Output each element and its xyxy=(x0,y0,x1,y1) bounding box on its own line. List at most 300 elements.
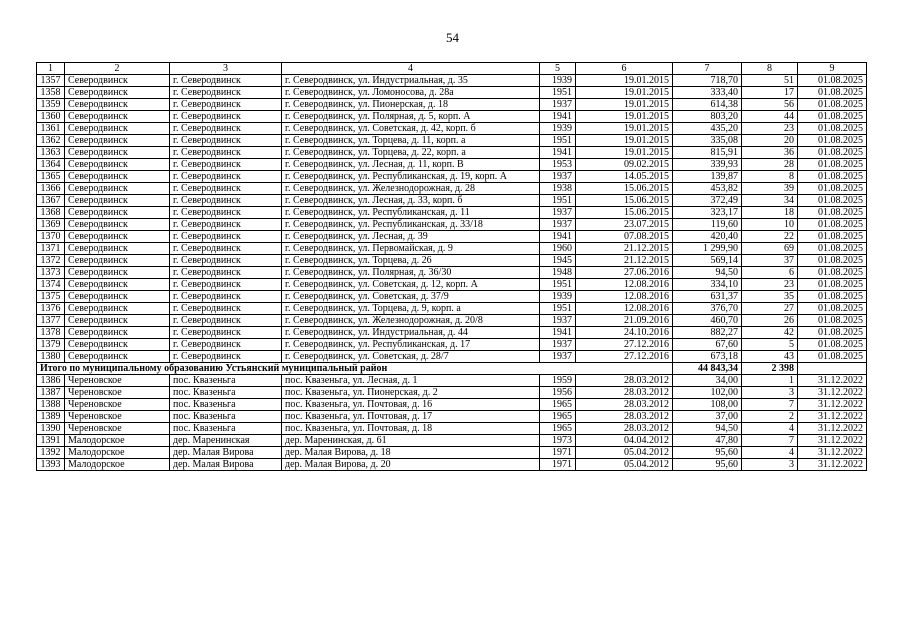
cell-deadline: 01.08.2025 xyxy=(798,303,867,315)
column-header: 2 xyxy=(65,63,170,75)
cell-recognition-date: 19.01.2015 xyxy=(576,111,673,123)
cell-residents: 2 xyxy=(742,411,798,423)
cell-settlement: г. Северодвинск xyxy=(170,75,282,87)
cell-deadline: 31.12.2022 xyxy=(798,459,867,471)
cell-settlement: пос. Квазеньга xyxy=(170,423,282,435)
column-header: 5 xyxy=(540,63,576,75)
table-row xyxy=(37,75,867,87)
cell-row-number: 1363 xyxy=(37,147,65,159)
cell-row-number: 1387 xyxy=(37,387,65,399)
cell-recognition-date: 09.02.2015 xyxy=(576,159,673,171)
cell-row-number: 1362 xyxy=(37,135,65,147)
cell-build-year: 1937 xyxy=(540,339,576,351)
cell-recognition-date: 05.04.2012 xyxy=(576,459,673,471)
table-row xyxy=(37,171,867,183)
cell-settlement: пос. Квазеньга xyxy=(170,399,282,411)
cell-address: г. Северодвинск, ул. Индустриальная, д. 35 xyxy=(282,75,540,87)
cell-settlement: г. Северодвинск xyxy=(170,303,282,315)
cell-row-number: 1392 xyxy=(37,447,65,459)
cell-settlement: г. Северодвинск xyxy=(170,123,282,135)
cell-recognition-date: 19.01.2015 xyxy=(576,87,673,99)
cell-deadline: 01.08.2025 xyxy=(798,339,867,351)
cell-area: 119,60 xyxy=(673,219,742,231)
cell-deadline: 31.12.2022 xyxy=(798,375,867,387)
cell-deadline: 01.08.2025 xyxy=(798,75,867,87)
table-row xyxy=(37,87,867,99)
cell-residents: 4 xyxy=(742,423,798,435)
cell-settlement: г. Северодвинск xyxy=(170,267,282,279)
table-row xyxy=(37,315,867,327)
cell-area: 614,38 xyxy=(673,99,742,111)
cell-area: 372,49 xyxy=(673,195,742,207)
cell-deadline: 01.08.2025 xyxy=(798,159,867,171)
cell-address: пос. Квазеньга, ул. Лесная, д. 1 xyxy=(282,375,540,387)
table-row xyxy=(37,255,867,267)
cell-recognition-date: 19.01.2015 xyxy=(576,147,673,159)
cell-recognition-date: 15.06.2015 xyxy=(576,207,673,219)
cell-build-year: 1971 xyxy=(540,447,576,459)
cell-deadline: 01.08.2025 xyxy=(798,279,867,291)
cell-residents: 26 xyxy=(742,315,798,327)
cell-build-year: 1945 xyxy=(540,255,576,267)
cell-area: 108,00 xyxy=(673,399,742,411)
cell-address: пос. Квазеньга, ул. Почтовая, д. 17 xyxy=(282,411,540,423)
table-row xyxy=(37,219,867,231)
table-row xyxy=(37,183,867,195)
column-header: 3 xyxy=(170,63,282,75)
table-row xyxy=(37,447,867,459)
cell-deadline: 31.12.2022 xyxy=(798,387,867,399)
cell-settlement: г. Северодвинск xyxy=(170,243,282,255)
cell-build-year: 1939 xyxy=(540,291,576,303)
cell-build-year: 1941 xyxy=(540,231,576,243)
cell-settlement: г. Северодвинск xyxy=(170,135,282,147)
total-area: 44 843,34 xyxy=(673,363,742,375)
page-number: 54 xyxy=(446,30,459,45)
cell-deadline: 01.08.2025 xyxy=(798,87,867,99)
cell-recognition-date: 21.09.2016 xyxy=(576,315,673,327)
cell-residents: 69 xyxy=(742,243,798,255)
table-row xyxy=(37,159,867,171)
cell-deadline: 01.08.2025 xyxy=(798,351,867,363)
cell-municipality: Северодвинск xyxy=(65,303,170,315)
cell-settlement: г. Северодвинск xyxy=(170,159,282,171)
cell-deadline: 01.08.2025 xyxy=(798,183,867,195)
cell-address: г. Северодвинск, ул. Республиканская, д. 33/18 xyxy=(282,219,540,231)
table-row xyxy=(37,435,867,447)
cell-area: 94,50 xyxy=(673,267,742,279)
table-row xyxy=(37,411,867,423)
cell-row-number: 1376 xyxy=(37,303,65,315)
cell-build-year: 1965 xyxy=(540,411,576,423)
cell-recognition-date: 21.12.2015 xyxy=(576,255,673,267)
cell-settlement: г. Северодвинск xyxy=(170,99,282,111)
cell-deadline: 01.08.2025 xyxy=(798,327,867,339)
cell-address: г. Северодвинск, ул. Торцева, д. 11, корп. а xyxy=(282,135,540,147)
cell-build-year: 1937 xyxy=(540,315,576,327)
cell-row-number: 1379 xyxy=(37,339,65,351)
cell-settlement: г. Северодвинск xyxy=(170,195,282,207)
cell-area: 569,14 xyxy=(673,255,742,267)
cell-municipality: Малодорское xyxy=(65,435,170,447)
table-row xyxy=(37,351,867,363)
cell-area: 420,40 xyxy=(673,231,742,243)
cell-residents: 3 xyxy=(742,387,798,399)
cell-build-year: 1937 xyxy=(540,351,576,363)
cell-area: 631,37 xyxy=(673,291,742,303)
cell-residents: 43 xyxy=(742,351,798,363)
cell-area: 333,40 xyxy=(673,87,742,99)
cell-settlement: г. Северодвинск xyxy=(170,327,282,339)
cell-deadline: 01.08.2025 xyxy=(798,255,867,267)
cell-address: г. Северодвинск, ул. Лесная, д. 11, корп. В xyxy=(282,159,540,171)
cell-recognition-date: 15.06.2015 xyxy=(576,183,673,195)
cell-municipality: Северодвинск xyxy=(65,315,170,327)
column-number-row xyxy=(37,63,867,75)
cell-address: г. Северодвинск, ул. Ломоносова, д. 28а xyxy=(282,87,540,99)
cell-row-number: 1360 xyxy=(37,111,65,123)
cell-residents: 39 xyxy=(742,183,798,195)
cell-row-number: 1374 xyxy=(37,279,65,291)
cell-residents: 35 xyxy=(742,291,798,303)
column-header: 7 xyxy=(673,63,742,75)
cell-municipality: Череновское xyxy=(65,399,170,411)
cell-residents: 6 xyxy=(742,267,798,279)
cell-build-year: 1937 xyxy=(540,99,576,111)
cell-row-number: 1391 xyxy=(37,435,65,447)
cell-build-year: 1960 xyxy=(540,243,576,255)
cell-build-year: 1973 xyxy=(540,435,576,447)
cell-recognition-date: 19.01.2015 xyxy=(576,123,673,135)
cell-recognition-date: 15.06.2015 xyxy=(576,195,673,207)
cell-deadline: 01.08.2025 xyxy=(798,291,867,303)
cell-build-year: 1941 xyxy=(540,147,576,159)
cell-municipality: Северодвинск xyxy=(65,111,170,123)
cell-deadline: 31.12.2022 xyxy=(798,447,867,459)
table-row xyxy=(37,459,867,471)
cell-recognition-date: 27.12.2016 xyxy=(576,351,673,363)
cell-address: пос. Квазеньга, ул. Почтовая, д. 16 xyxy=(282,399,540,411)
table-row xyxy=(37,243,867,255)
column-header: 6 xyxy=(576,63,673,75)
cell-recognition-date: 21.12.2015 xyxy=(576,243,673,255)
cell-residents: 34 xyxy=(742,195,798,207)
cell-deadline: 31.12.2022 xyxy=(798,435,867,447)
cell-row-number: 1365 xyxy=(37,171,65,183)
cell-settlement: г. Северодвинск xyxy=(170,147,282,159)
cell-deadline: 01.08.2025 xyxy=(798,267,867,279)
cell-residents: 5 xyxy=(742,339,798,351)
cell-residents: 56 xyxy=(742,99,798,111)
cell-address: г. Северодвинск, ул. Индустриальная, д. 44 xyxy=(282,327,540,339)
cell-address: г. Северодвинск, ул. Советская, д. 12, корп. А xyxy=(282,279,540,291)
cell-row-number: 1366 xyxy=(37,183,65,195)
cell-row-number: 1369 xyxy=(37,219,65,231)
cell-row-number: 1389 xyxy=(37,411,65,423)
cell-address: г. Северодвинск, ул. Республиканская, д. 17 xyxy=(282,339,540,351)
cell-deadline: 01.08.2025 xyxy=(798,207,867,219)
column-header: 1 xyxy=(37,63,65,75)
cell-residents: 27 xyxy=(742,303,798,315)
cell-residents: 7 xyxy=(742,399,798,411)
cell-row-number: 1367 xyxy=(37,195,65,207)
cell-address: пос. Квазеньга, ул. Пионерская, д. 2 xyxy=(282,387,540,399)
cell-row-number: 1358 xyxy=(37,87,65,99)
cell-row-number: 1373 xyxy=(37,267,65,279)
cell-settlement: г. Северодвинск xyxy=(170,291,282,303)
cell-settlement: дер. Малая Вирова xyxy=(170,459,282,471)
cell-build-year: 1937 xyxy=(540,207,576,219)
cell-build-year: 1951 xyxy=(540,279,576,291)
cell-area: 95,60 xyxy=(673,447,742,459)
cell-deadline: 01.08.2025 xyxy=(798,243,867,255)
cell-municipality: Северодвинск xyxy=(65,159,170,171)
cell-row-number: 1390 xyxy=(37,423,65,435)
cell-build-year: 1941 xyxy=(540,111,576,123)
cell-municipality: Северодвинск xyxy=(65,339,170,351)
table-row xyxy=(37,375,867,387)
cell-deadline: 01.08.2025 xyxy=(798,99,867,111)
cell-area: 102,00 xyxy=(673,387,742,399)
cell-municipality: Северодвинск xyxy=(65,147,170,159)
cell-row-number: 1380 xyxy=(37,351,65,363)
cell-residents: 23 xyxy=(742,279,798,291)
cell-deadline: 01.08.2025 xyxy=(798,231,867,243)
cell-deadline: 31.12.2022 xyxy=(798,411,867,423)
cell-build-year: 1965 xyxy=(540,399,576,411)
column-header: 8 xyxy=(742,63,798,75)
cell-address: г. Северодвинск, ул. Полярная, д. 36/30 xyxy=(282,267,540,279)
cell-address: г. Северодвинск, ул. Советская, д. 37/9 xyxy=(282,291,540,303)
cell-row-number: 1359 xyxy=(37,99,65,111)
cell-settlement: г. Северодвинск xyxy=(170,87,282,99)
cell-address: г. Северодвинск, ул. Полярная, д. 5, корп. А xyxy=(282,111,540,123)
cell-address: г. Северодвинск, ул. Железнодорожная, д. 28 xyxy=(282,183,540,195)
housing-registry-table xyxy=(36,62,867,471)
cell-recognition-date: 28.03.2012 xyxy=(576,375,673,387)
cell-row-number: 1372 xyxy=(37,255,65,267)
cell-deadline: 01.08.2025 xyxy=(798,135,867,147)
cell-build-year: 1959 xyxy=(540,375,576,387)
cell-address: пос. Квазеньга, ул. Почтовая, д. 18 xyxy=(282,423,540,435)
cell-build-year: 1965 xyxy=(540,423,576,435)
cell-build-year: 1937 xyxy=(540,219,576,231)
cell-settlement: дер. Маренинская xyxy=(170,435,282,447)
cell-area: 94,50 xyxy=(673,423,742,435)
cell-row-number: 1357 xyxy=(37,75,65,87)
cell-settlement: пос. Квазеньга xyxy=(170,387,282,399)
cell-municipality: Череновское xyxy=(65,411,170,423)
cell-build-year: 1951 xyxy=(540,87,576,99)
total-empty xyxy=(798,363,867,375)
cell-build-year: 1956 xyxy=(540,387,576,399)
table-row xyxy=(37,423,867,435)
table-row xyxy=(37,327,867,339)
cell-deadline: 31.12.2022 xyxy=(798,423,867,435)
cell-municipality: Малодорское xyxy=(65,447,170,459)
cell-area: 334,10 xyxy=(673,279,742,291)
cell-row-number: 1364 xyxy=(37,159,65,171)
cell-recognition-date: 27.12.2016 xyxy=(576,339,673,351)
cell-municipality: Северодвинск xyxy=(65,87,170,99)
cell-row-number: 1368 xyxy=(37,207,65,219)
table-row xyxy=(37,123,867,135)
cell-address: г. Северодвинск, ул. Лесная, д. 33, корп. б xyxy=(282,195,540,207)
cell-municipality: Северодвинск xyxy=(65,267,170,279)
cell-residents: 1 xyxy=(742,375,798,387)
cell-settlement: г. Северодвинск xyxy=(170,351,282,363)
cell-area: 460,70 xyxy=(673,315,742,327)
cell-row-number: 1361 xyxy=(37,123,65,135)
cell-area: 47,80 xyxy=(673,435,742,447)
cell-deadline: 01.08.2025 xyxy=(798,171,867,183)
table-row xyxy=(37,99,867,111)
table-row xyxy=(37,399,867,411)
cell-address: дер. Малая Вирова, д. 18 xyxy=(282,447,540,459)
cell-recognition-date: 07.08.2015 xyxy=(576,231,673,243)
cell-area: 95,60 xyxy=(673,459,742,471)
cell-row-number: 1377 xyxy=(37,315,65,327)
cell-area: 376,70 xyxy=(673,303,742,315)
cell-municipality: Малодорское xyxy=(65,459,170,471)
cell-recognition-date: 19.01.2015 xyxy=(576,99,673,111)
cell-row-number: 1375 xyxy=(37,291,65,303)
cell-address: г. Северодвинск, ул. Торцева, д. 26 xyxy=(282,255,540,267)
cell-area: 882,27 xyxy=(673,327,742,339)
cell-municipality: Северодвинск xyxy=(65,279,170,291)
cell-recognition-date: 28.03.2012 xyxy=(576,399,673,411)
table-row xyxy=(37,147,867,159)
cell-settlement: г. Северодвинск xyxy=(170,339,282,351)
cell-build-year: 1937 xyxy=(540,171,576,183)
cell-municipality: Северодвинск xyxy=(65,183,170,195)
table-row xyxy=(37,111,867,123)
cell-area: 37,00 xyxy=(673,411,742,423)
cell-municipality: Череновское xyxy=(65,423,170,435)
cell-municipality: Северодвинск xyxy=(65,171,170,183)
cell-municipality: Северодвинск xyxy=(65,99,170,111)
cell-address: г. Северодвинск, ул. Первомайская, д. 9 xyxy=(282,243,540,255)
table-row xyxy=(37,339,867,351)
cell-deadline: 31.12.2022 xyxy=(798,399,867,411)
cell-address: г. Северодвинск, ул. Железнодорожная, д. 20/8 xyxy=(282,315,540,327)
cell-build-year: 1941 xyxy=(540,327,576,339)
cell-residents: 42 xyxy=(742,327,798,339)
table-row xyxy=(37,303,867,315)
cell-municipality: Северодвинск xyxy=(65,219,170,231)
cell-residents: 18 xyxy=(742,207,798,219)
cell-address: дер. Малая Вирова, д. 20 xyxy=(282,459,540,471)
cell-build-year: 1951 xyxy=(540,195,576,207)
cell-municipality: Северодвинск xyxy=(65,351,170,363)
cell-recognition-date: 19.01.2015 xyxy=(576,75,673,87)
cell-settlement: г. Северодвинск xyxy=(170,255,282,267)
cell-recognition-date: 12.08.2016 xyxy=(576,291,673,303)
cell-deadline: 01.08.2025 xyxy=(798,195,867,207)
cell-deadline: 01.08.2025 xyxy=(798,219,867,231)
cell-deadline: 01.08.2025 xyxy=(798,123,867,135)
cell-recognition-date: 27.06.2016 xyxy=(576,267,673,279)
cell-municipality: Череновское xyxy=(65,375,170,387)
cell-residents: 51 xyxy=(742,75,798,87)
cell-recognition-date: 24.10.2016 xyxy=(576,327,673,339)
cell-municipality: Северодвинск xyxy=(65,291,170,303)
cell-area: 718,70 xyxy=(673,75,742,87)
cell-area: 67,60 xyxy=(673,339,742,351)
table-row xyxy=(37,279,867,291)
cell-settlement: г. Северодвинск xyxy=(170,207,282,219)
total-count: 2 398 xyxy=(742,363,798,375)
cell-settlement: пос. Квазеньга xyxy=(170,411,282,423)
cell-settlement: г. Северодвинск xyxy=(170,219,282,231)
cell-build-year: 1951 xyxy=(540,303,576,315)
cell-address: г. Северодвинск, ул. Советская, д. 28/7 xyxy=(282,351,540,363)
cell-row-number: 1378 xyxy=(37,327,65,339)
cell-municipality: Северодвинск xyxy=(65,207,170,219)
cell-residents: 22 xyxy=(742,231,798,243)
cell-deadline: 01.08.2025 xyxy=(798,147,867,159)
cell-area: 1 299,90 xyxy=(673,243,742,255)
cell-municipality: Северодвинск xyxy=(65,255,170,267)
cell-municipality: Северодвинск xyxy=(65,195,170,207)
cell-address: г. Северодвинск, ул. Республиканская, д. 11 xyxy=(282,207,540,219)
cell-settlement: г. Северодвинск xyxy=(170,231,282,243)
cell-settlement: г. Северодвинск xyxy=(170,171,282,183)
cell-municipality: Северодвинск xyxy=(65,123,170,135)
cell-build-year: 1953 xyxy=(540,159,576,171)
cell-build-year: 1971 xyxy=(540,459,576,471)
cell-recognition-date: 14.05.2015 xyxy=(576,171,673,183)
cell-build-year: 1948 xyxy=(540,267,576,279)
total-label: Итого по муниципальному образованию Устьянский муниципальный район xyxy=(37,363,673,375)
cell-area: 139,87 xyxy=(673,171,742,183)
cell-build-year: 1939 xyxy=(540,123,576,135)
table-body xyxy=(37,63,867,471)
cell-row-number: 1371 xyxy=(37,243,65,255)
cell-deadline: 01.08.2025 xyxy=(798,111,867,123)
cell-residents: 7 xyxy=(742,435,798,447)
cell-build-year: 1939 xyxy=(540,75,576,87)
cell-recognition-date: 19.01.2015 xyxy=(576,135,673,147)
cell-recognition-date: 23.07.2015 xyxy=(576,219,673,231)
cell-municipality: Северодвинск xyxy=(65,243,170,255)
cell-municipality: Северодвинск xyxy=(65,327,170,339)
cell-residents: 4 xyxy=(742,447,798,459)
cell-deadline: 01.08.2025 xyxy=(798,315,867,327)
cell-address: г. Северодвинск, ул. Торцева, д. 22, корп. а xyxy=(282,147,540,159)
cell-area: 435,20 xyxy=(673,123,742,135)
cell-municipality: Череновское xyxy=(65,387,170,399)
cell-residents: 36 xyxy=(742,147,798,159)
cell-municipality: Северодвинск xyxy=(65,231,170,243)
table-row xyxy=(37,195,867,207)
cell-build-year: 1951 xyxy=(540,135,576,147)
cell-recognition-date: 28.03.2012 xyxy=(576,387,673,399)
cell-residents: 3 xyxy=(742,459,798,471)
cell-residents: 8 xyxy=(742,171,798,183)
cell-residents: 44 xyxy=(742,111,798,123)
cell-residents: 10 xyxy=(742,219,798,231)
cell-address: г. Северодвинск, ул. Пионерская, д. 18 xyxy=(282,99,540,111)
table-row xyxy=(37,207,867,219)
cell-address: г. Северодвинск, ул. Лесная, д. 39 xyxy=(282,231,540,243)
cell-row-number: 1370 xyxy=(37,231,65,243)
cell-municipality: Северодвинск xyxy=(65,75,170,87)
cell-settlement: г. Северодвинск xyxy=(170,111,282,123)
cell-area: 339,93 xyxy=(673,159,742,171)
cell-recognition-date: 04.04.2012 xyxy=(576,435,673,447)
table-row xyxy=(37,231,867,243)
